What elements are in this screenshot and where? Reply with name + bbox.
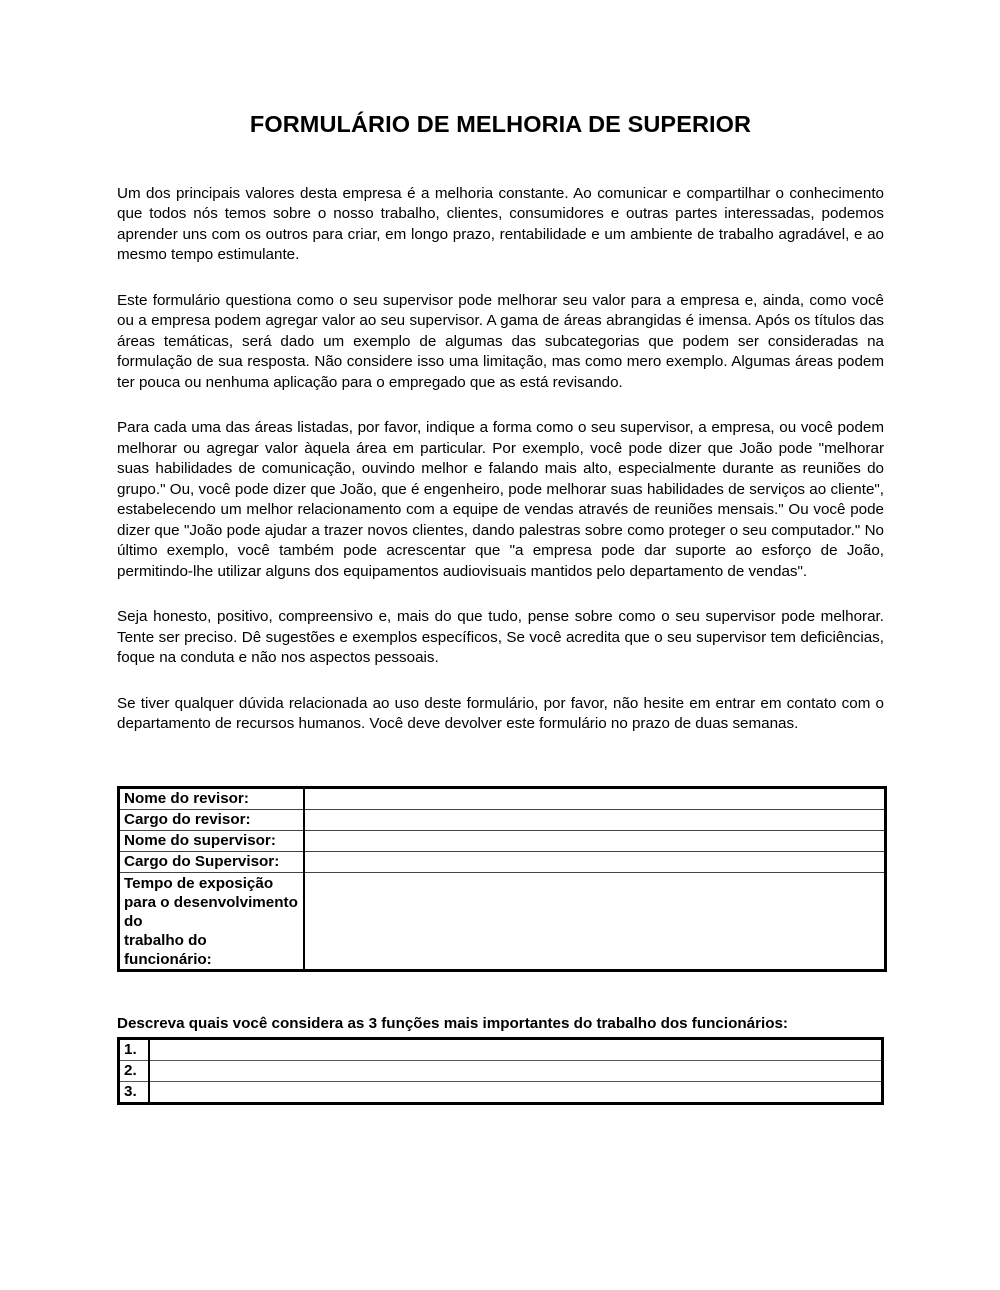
reviewer-info-table [117, 786, 887, 972]
function-field-1[interactable] [149, 1038, 883, 1060]
exposure-time-label-line2: trabalho do funcionário: [124, 931, 212, 968]
instructions-paragraph: Para cada uma das áreas listadas, por favor, indique a forma como o seu supervisor, a empresa, ou você podem melhorar ou agregar valor àquela área em particular. Por exemplo, você pode dizer que João pode "melhorar suas habilidades de comunicação, ouvindo melhor e falando mais alto, especialmente durante as reuniões do grupo." Ou, você pode dizer que João, que é engenheiro, pode melhorar suas habilidades de serviços ao cliente", estabelecendo um melhor relacionamento com a equipe de vendas através de reuniões mensais." Ou você pode dizer que "João pode ajudar a trazer novos clientes, dando palestras sobre como proteger o seu computador." No último exemplo, você também pode acrescentar que "a empresa pode dar suporte ao esforço de João, permitindo-lhe utilizar alguns dos equipamentos audiovisuais mantidos pelo departamento de vendas". [117, 419, 884, 580]
supervisor-position-label: Cargo do Supervisor: [119, 851, 304, 872]
reviewer-name-field[interactable] [304, 787, 886, 809]
function-number-3: 3. [119, 1081, 149, 1103]
functions-section-heading: Descreva quais você considera as 3 funções mais importantes do trabalho dos funcionários: [117, 1014, 788, 1032]
list-item [119, 1081, 883, 1103]
supervisor-name-label: Nome do supervisor: [119, 830, 304, 851]
table-row [119, 809, 886, 830]
function-field-2[interactable] [149, 1060, 883, 1081]
paragraph-block-3 [117, 418, 884, 582]
top-functions-table [117, 1037, 884, 1105]
exposure-time-field[interactable] [304, 872, 886, 970]
page-title: FORMULÁRIO DE MELHORIA DE SUPERIOR [249, 111, 752, 137]
exposure-time-label [119, 872, 304, 970]
table-row [119, 851, 886, 872]
list-item [119, 1060, 883, 1081]
supervisor-name-field[interactable] [304, 830, 886, 851]
function-number-2: 2. [119, 1060, 149, 1081]
supervisor-position-field[interactable] [304, 851, 886, 872]
table-row [119, 830, 886, 851]
reviewer-name-label: Nome do revisor: [119, 787, 304, 809]
reviewer-position-field[interactable] [304, 809, 886, 830]
paragraph-block-4 [117, 607, 884, 669]
guidance-paragraph: Seja honesto, positivo, compreensivo e, mais do que tudo, pense sobre como o seu supervisor pode melhorar. Tente ser preciso. Dê sugestões e exemplos específicos, Se você acredita que o seu supervisor tem deficiências, foque na conduta e não nos aspectos pessoais. [117, 608, 884, 667]
paragraph-block-2 [117, 291, 884, 394]
intro-paragraph: Um dos principais valores desta empresa é a melhoria constante. Ao comunicar e compartilhar o conhecimento que todos nós temos sobre o nosso trabalho, clientes, consumidores e outras partes interessadas, podemos aprender uns com os outros para criar, em longo prazo, rentabilidade e um ambiente de trabalho agradável, e ao mesmo tempo estimulante. [117, 184, 884, 264]
document-content [117, 0, 884, 1105]
function-field-3[interactable] [149, 1081, 883, 1103]
list-item [119, 1038, 883, 1060]
function-number-1: 1. [119, 1038, 149, 1060]
paragraph-block-5 [117, 694, 884, 735]
paragraph-block-1 [117, 184, 884, 266]
exposure-time-label-line1: Tempo de exposição para o desenvolvimento do [124, 874, 298, 930]
contact-paragraph: Se tiver qualquer dúvida relacionada ao uso deste formulário, por favor, não hesite em entrar em contato com o departamento de recursos humanos. Você deve devolver este formulário no prazo de duas semanas. [117, 694, 884, 733]
table-row [119, 872, 886, 970]
reviewer-position-label: Cargo do revisor: [119, 809, 304, 830]
table-row [119, 787, 886, 809]
purpose-paragraph: Este formulário questiona como o seu supervisor pode melhorar seu valor para a empresa e, ainda, como você ou a empresa podem agregar valor ao seu supervisor. A gama de áreas abrangidas é imensa. Após os títulos das áreas temáticas, será dado um exemplo de algumas das subcategorias que podem ser consideradas na formulação de sua resposta. Não considere isso uma limitação, mas como mero exemplo. Algumas áreas podem ter pouca ou nenhuma aplicação para o empregado que as está revisando. [117, 291, 884, 391]
